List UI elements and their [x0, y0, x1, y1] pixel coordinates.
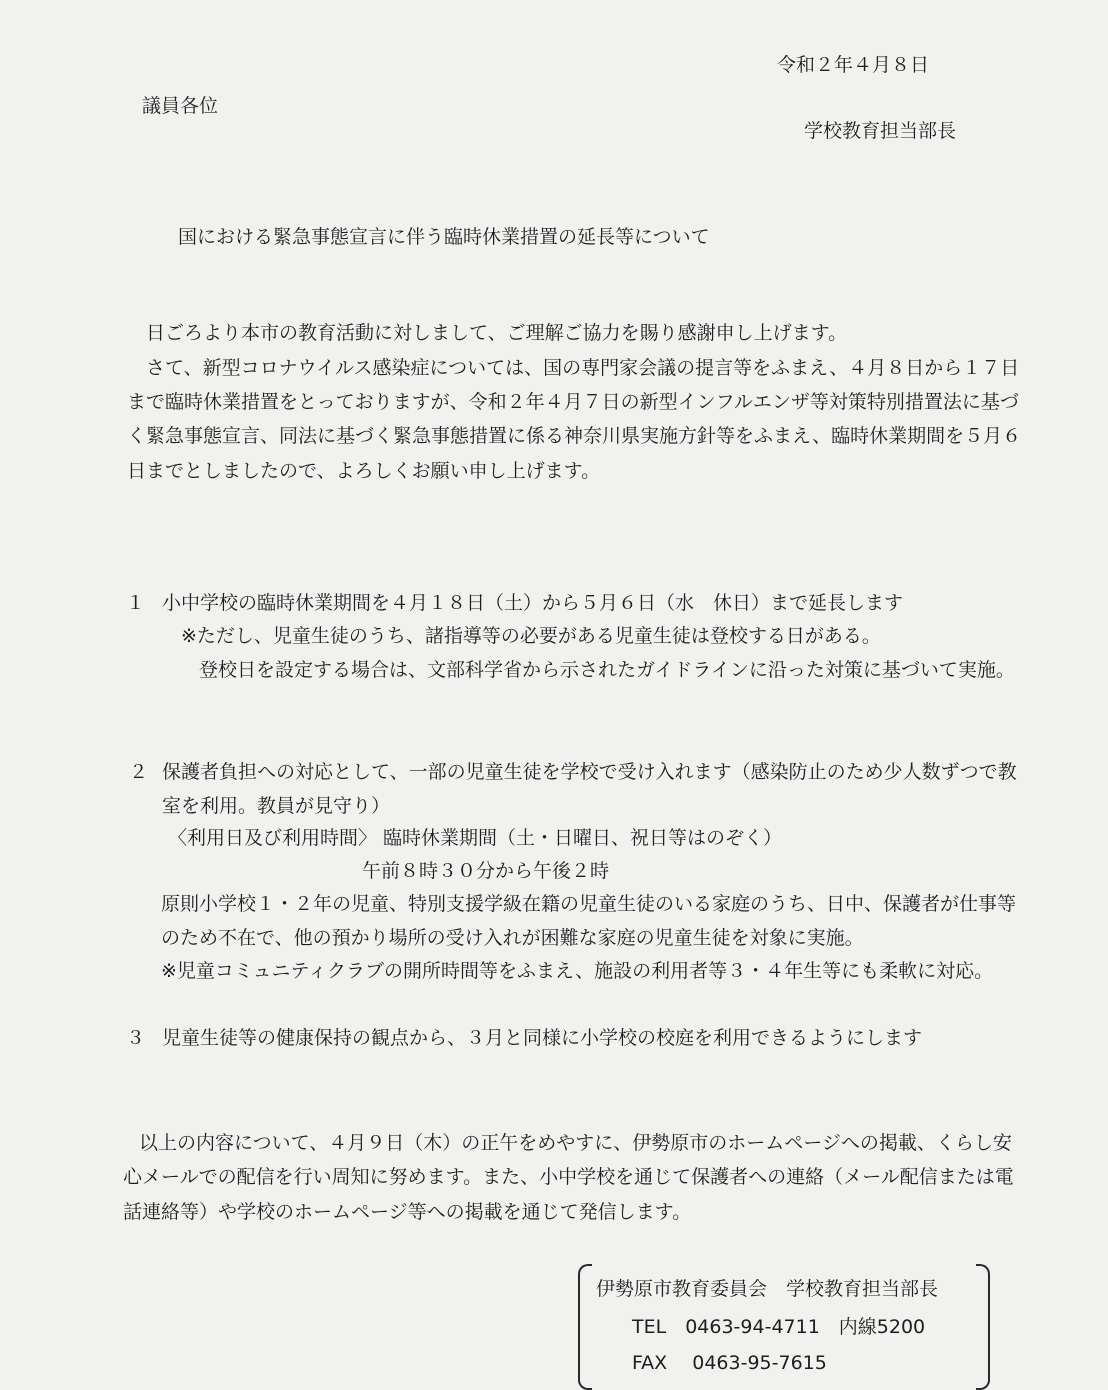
- item-number: ２: [129, 761, 149, 783]
- intro-line: 日ごろより本市の教育活動に対しまして、ご理解ご協力を賜り感謝申し上げます。: [146, 322, 848, 344]
- item-line: 室を利用。教員が見守り）: [162, 795, 391, 817]
- closing-line: 以上の内容について、４月９日（木）の正午をめやすに、伊勢原市のホームページへの掲載、くらし安: [139, 1132, 1012, 1154]
- item-number: １: [126, 592, 146, 614]
- item-note-line: ※児童コミュニティクラブの開所時間等をふまえ、施設の利用者等３・４年生等にも柔軟に対応。: [161, 960, 994, 982]
- contact-tel: TEL 0463-94-4711 内線5200: [632, 1316, 926, 1338]
- contact-fax: FAX 0463-95-7615: [632, 1352, 827, 1374]
- contact-box: [578, 1264, 990, 1390]
- item-line: 原則小学校１・２年の児童、特別支援学級在籍の児童生徒のいる家庭のうち、日中、保護者が仕事等: [161, 893, 1017, 915]
- intro-line: まで臨時休業措置をとっておりますが、令和２年４月７日の新型インフルエンザ等対策特別措置法に基づ: [127, 391, 1019, 413]
- contact-organization: 伊勢原市教育委員会 学校教育担当部長: [596, 1278, 939, 1300]
- intro-line: 日までとしましたので、よろしくお願い申し上げます。: [127, 460, 601, 482]
- item-line: 児童生徒等の健康保持の観点から、３月と同様に小学校の校庭を利用できるようにします: [162, 1027, 923, 1049]
- document-title: 国における緊急事態宣言に伴う臨時休業措置の延長等について: [178, 226, 710, 248]
- addressee: 議員各位: [142, 95, 219, 117]
- closing-line: 話連絡等）や学校のホームページ等への掲載を通じて発信します。: [123, 1201, 692, 1223]
- intro-line: さて、新型コロナウイルス感染症については、国の専門家会議の提言等をふまえ、４月８日から１７日: [146, 357, 1020, 379]
- contact-box-right-bracket: [976, 1264, 990, 1390]
- document-date: 令和２年４月８日: [777, 54, 930, 76]
- sender-title: 学校教育担当部長: [804, 120, 957, 142]
- closing-line: 心メールでの配信を行い周知に努めます。また、小中学校を通じて保護者への連絡（メール配信または電: [123, 1166, 1014, 1188]
- item-usage-line: 午前８時３０分から午後２時: [362, 860, 610, 882]
- contact-box-left-bracket: [578, 1264, 592, 1390]
- item-number: ３: [126, 1027, 146, 1049]
- item-note-line: 登校日を設定する場合は、文部科学省から示されたガイドラインに沿った対策に基づいて実施。: [199, 659, 1015, 681]
- item-note-line: ※ただし、児童生徒のうち、諸指導等の必要がある児童生徒は登校する日がある。: [181, 625, 881, 647]
- item-usage-line: 〈利用日及び利用時間〉 臨時休業期間（土・日曜日、祝日等はのぞく）: [168, 827, 783, 849]
- item-line: 保護者負担への対応として、一部の児童生徒を学校で受け入れます（感染防止のため少人数ずつで教: [162, 761, 1017, 783]
- item-line: 小中学校の臨時休業期間を４月１８日（土）から５月６日（水 休日）まで延長します: [162, 592, 904, 614]
- item-line: のため不在で、他の預かり場所の受け入れが困難な家庭の児童生徒を対象に実施。: [161, 927, 864, 949]
- intro-line: く緊急事態宣言、同法に基づく緊急事態措置に係る神奈川県実施方針等をふまえ、臨時休業期間を５月６: [127, 425, 1022, 447]
